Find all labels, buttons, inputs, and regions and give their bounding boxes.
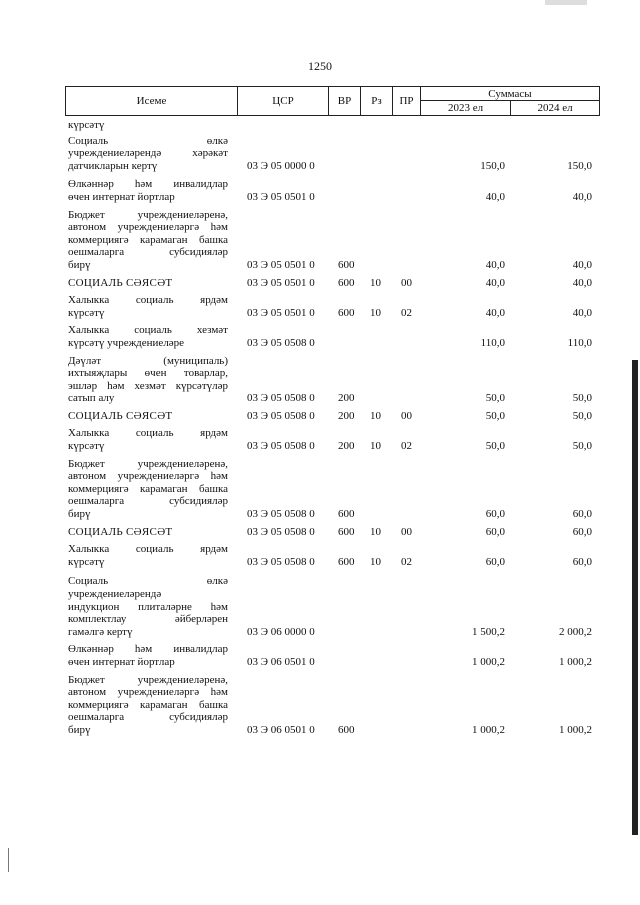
row-csr: 03 Э 05 0501 0 xyxy=(247,190,315,203)
row-name-line: Халыкка социаль ярдәм xyxy=(68,543,228,556)
row-name-line: СОЦИАЛЬ СӘЯСӘТ xyxy=(68,409,173,422)
row-name-line: күрсәтү xyxy=(68,555,105,568)
row-csr: 03 Э 05 0000 0 xyxy=(247,159,315,172)
row-values xyxy=(65,625,600,638)
row-amount-2023: 40,0 xyxy=(485,306,505,319)
row-amount-2023: 1 000,2 xyxy=(472,655,505,668)
row-name-line: Социаль өлкә xyxy=(68,575,228,588)
row-amount-2024: 50,0 xyxy=(572,409,592,422)
row-amount-2023: 110,0 xyxy=(480,336,505,349)
table-row xyxy=(65,277,600,290)
row-values xyxy=(65,656,600,669)
row-amount-2023: 60,0 xyxy=(485,525,505,538)
row-rz: 10 xyxy=(370,440,381,453)
row-csr: 03 Э 05 0501 0 xyxy=(247,306,315,319)
table-row xyxy=(65,458,600,521)
row-values xyxy=(65,337,600,350)
row-amount-2024: 1 000,2 xyxy=(559,655,592,668)
row-name-line: күрсәтү xyxy=(68,119,105,131)
row-amount-2023: 150,0 xyxy=(480,159,505,172)
row-amount-2024: 40,0 xyxy=(572,258,592,271)
row-pr: 00 xyxy=(401,276,412,289)
row-amount-2024: 50,0 xyxy=(572,440,592,453)
row-name-line: Өлкәннәр һәм инвалидлар xyxy=(68,178,228,191)
row-values xyxy=(65,555,600,568)
row-amount-2023: 40,0 xyxy=(485,190,505,203)
row-csr: 03 Э 05 0508 0 xyxy=(247,508,315,521)
header-vr: ВР xyxy=(328,86,361,116)
table-row xyxy=(65,119,600,132)
row-name-line: Бюджет учреждениеләренә, xyxy=(68,457,228,470)
row-values xyxy=(65,440,600,453)
row-name-line: эшләр һәм хезмәт күрсәтүләр xyxy=(68,379,228,392)
table-row xyxy=(65,355,600,405)
table-row xyxy=(65,178,600,203)
header-year-2023: 2023 ел xyxy=(420,100,511,116)
row-name-line: датчикларын кертү xyxy=(68,159,158,172)
header-name: Исеме xyxy=(65,86,238,116)
row-csr: 03 Э 05 0508 0 xyxy=(247,336,315,349)
table-row xyxy=(65,135,600,173)
row-values xyxy=(65,191,600,204)
row-values xyxy=(65,259,600,272)
row-vr: 200 xyxy=(338,392,355,405)
row-amount-2024: 40,0 xyxy=(572,276,592,289)
row-name-line: оешмаларга субсидияләр xyxy=(68,495,228,508)
row-amount-2023: 50,0 xyxy=(485,392,505,405)
row-name-line: автоном учреждениеләргә һәм xyxy=(68,686,228,699)
row-name-line: СОЦИАЛЬ СӘЯСӘТ xyxy=(68,525,173,538)
row-vr: 200 xyxy=(338,440,355,453)
row-csr: 03 Э 05 0508 0 xyxy=(247,392,315,405)
row-name-line: Социаль өлкә xyxy=(68,134,228,147)
row-vr: 600 xyxy=(338,525,355,538)
header-csr: ЦСР xyxy=(237,86,329,116)
row-amount-2024: 50,0 xyxy=(572,392,592,405)
row-name-line: учреждениеләрендә xyxy=(68,588,162,600)
row-csr: 03 Э 05 0501 0 xyxy=(247,276,315,289)
table-row xyxy=(65,294,600,319)
scan-artifact-top xyxy=(545,0,587,5)
row-csr: 03 Э 06 0501 0 xyxy=(247,723,315,736)
budget-table xyxy=(65,86,600,737)
row-amount-2023: 40,0 xyxy=(485,258,505,271)
row-name-line: күрсәтү учреждениеләре xyxy=(68,336,185,349)
row-values xyxy=(65,724,600,737)
row-name-line: күрсәтү xyxy=(68,306,105,319)
table-header xyxy=(65,86,600,116)
row-amount-2023: 60,0 xyxy=(485,555,505,568)
row-values xyxy=(65,392,600,405)
row-csr: 03 Э 05 0508 0 xyxy=(247,409,315,422)
header-rz: Рз xyxy=(360,86,393,116)
row-values xyxy=(65,276,600,289)
row-csr: 03 Э 05 0508 0 xyxy=(247,555,315,568)
row-amount-2024: 1 000,2 xyxy=(559,723,592,736)
row-name-line: гамәлгә кертү xyxy=(68,625,133,638)
row-name-line: Бюджет учреждениеләренә, xyxy=(68,673,228,686)
row-vr: 600 xyxy=(338,723,355,736)
row-name-line: Дәүләт (муниципаль) xyxy=(68,354,228,367)
row-name-line: Өлкәннәр һәм инвалидлар xyxy=(68,643,228,656)
row-pr: 00 xyxy=(401,525,412,538)
row-name-line: автоном учреждениеләргә һәм xyxy=(68,470,228,483)
row-name-line: индукцион плиталәрне һәм xyxy=(68,600,228,613)
row-amount-2024: 2 000,2 xyxy=(559,625,592,638)
row-vr: 600 xyxy=(338,258,355,271)
row-amount-2023: 1 000,2 xyxy=(472,723,505,736)
row-pr: 02 xyxy=(401,440,412,453)
row-pr: 02 xyxy=(401,555,412,568)
row-name-line: автоном учреждениеләргә һәм xyxy=(68,221,228,234)
row-vr: 200 xyxy=(338,409,355,422)
row-name-line: бирү xyxy=(68,723,91,736)
table-row xyxy=(65,324,600,349)
header-pr: ПР xyxy=(392,86,421,116)
row-values xyxy=(65,508,600,521)
table-row xyxy=(65,575,600,638)
row-values xyxy=(65,159,600,172)
row-amount-2024: 60,0 xyxy=(572,555,592,568)
row-vr: 600 xyxy=(338,276,355,289)
row-name-line: ихтыяҗлары өчен товарлар, xyxy=(68,367,228,380)
row-name-line: учреждениеләрендә хәрәкәт xyxy=(68,147,228,160)
scan-edge-right xyxy=(632,360,638,835)
row-values xyxy=(65,306,600,319)
row-vr: 600 xyxy=(338,306,355,319)
table-row xyxy=(65,209,600,272)
table-row xyxy=(65,526,600,539)
row-name-line: коммерциягә карамаган башка xyxy=(68,233,228,246)
row-name-line: бирү xyxy=(68,508,91,521)
row-rz: 10 xyxy=(370,409,381,422)
table-row xyxy=(65,427,600,452)
row-csr: 03 Э 05 0508 0 xyxy=(247,525,315,538)
row-name-line: оешмаларга субсидияләр xyxy=(68,246,228,259)
row-name-line: Халыкка социаль ярдәм xyxy=(68,294,228,307)
row-csr: 03 Э 06 0501 0 xyxy=(247,655,315,668)
row-amount-2024: 150,0 xyxy=(567,159,592,172)
row-name-line: Халыкка социаль хезмәт xyxy=(68,324,228,337)
row-amount-2023: 50,0 xyxy=(485,440,505,453)
table-row xyxy=(65,643,600,668)
row-amount-2023: 50,0 xyxy=(485,409,505,422)
table-row xyxy=(65,674,600,737)
table-row xyxy=(65,410,600,423)
scan-artifact-left xyxy=(8,848,9,872)
row-vr: 600 xyxy=(338,508,355,521)
row-name-line: комплектлау әйберләрен xyxy=(68,613,228,626)
row-csr: 03 Э 05 0501 0 xyxy=(247,258,315,271)
header-sums: Суммасы xyxy=(420,86,600,101)
page-number: 1250 xyxy=(308,59,332,73)
row-amount-2024: 40,0 xyxy=(572,190,592,203)
row-rz: 10 xyxy=(370,276,381,289)
row-name-line: бирү xyxy=(68,258,91,271)
row-amount-2024: 110,0 xyxy=(567,336,592,349)
header-year-2024: 2024 ел xyxy=(510,100,600,116)
row-csr: 03 Э 05 0508 0 xyxy=(247,440,315,453)
row-csr: 03 Э 06 0000 0 xyxy=(247,625,315,638)
row-name-line: коммерциягә карамаган башка xyxy=(68,482,228,495)
row-name-line: күрсәтү xyxy=(68,440,105,453)
row-pr: 02 xyxy=(401,306,412,319)
table-body xyxy=(65,119,600,737)
row-values xyxy=(65,409,600,422)
row-name-line: Бюджет учреждениеләренә, xyxy=(68,208,228,221)
row-rz: 10 xyxy=(370,555,381,568)
row-amount-2024: 60,0 xyxy=(572,525,592,538)
row-values xyxy=(65,119,600,132)
row-values xyxy=(65,525,600,538)
row-name-line: өчен интернат йортлар xyxy=(68,655,175,668)
table-row xyxy=(65,543,600,568)
row-name-line: оешмаларга субсидияләр xyxy=(68,711,228,724)
row-name-line: сатып алу xyxy=(68,392,115,405)
row-amount-2024: 40,0 xyxy=(572,306,592,319)
row-vr: 600 xyxy=(338,555,355,568)
row-name-line: СОЦИАЛЬ СӘЯСӘТ xyxy=(68,276,173,289)
row-amount-2024: 60,0 xyxy=(572,508,592,521)
row-name-line: Халыкка социаль ярдәм xyxy=(68,427,228,440)
row-name-line: коммерциягә карамаган башка xyxy=(68,698,228,711)
row-name-line: өчен интернат йортлар xyxy=(68,190,175,203)
row-rz: 10 xyxy=(370,306,381,319)
row-amount-2023: 60,0 xyxy=(485,508,505,521)
row-pr: 00 xyxy=(401,409,412,422)
row-amount-2023: 40,0 xyxy=(485,276,505,289)
row-amount-2023: 1 500,2 xyxy=(472,625,505,638)
row-rz: 10 xyxy=(370,525,381,538)
